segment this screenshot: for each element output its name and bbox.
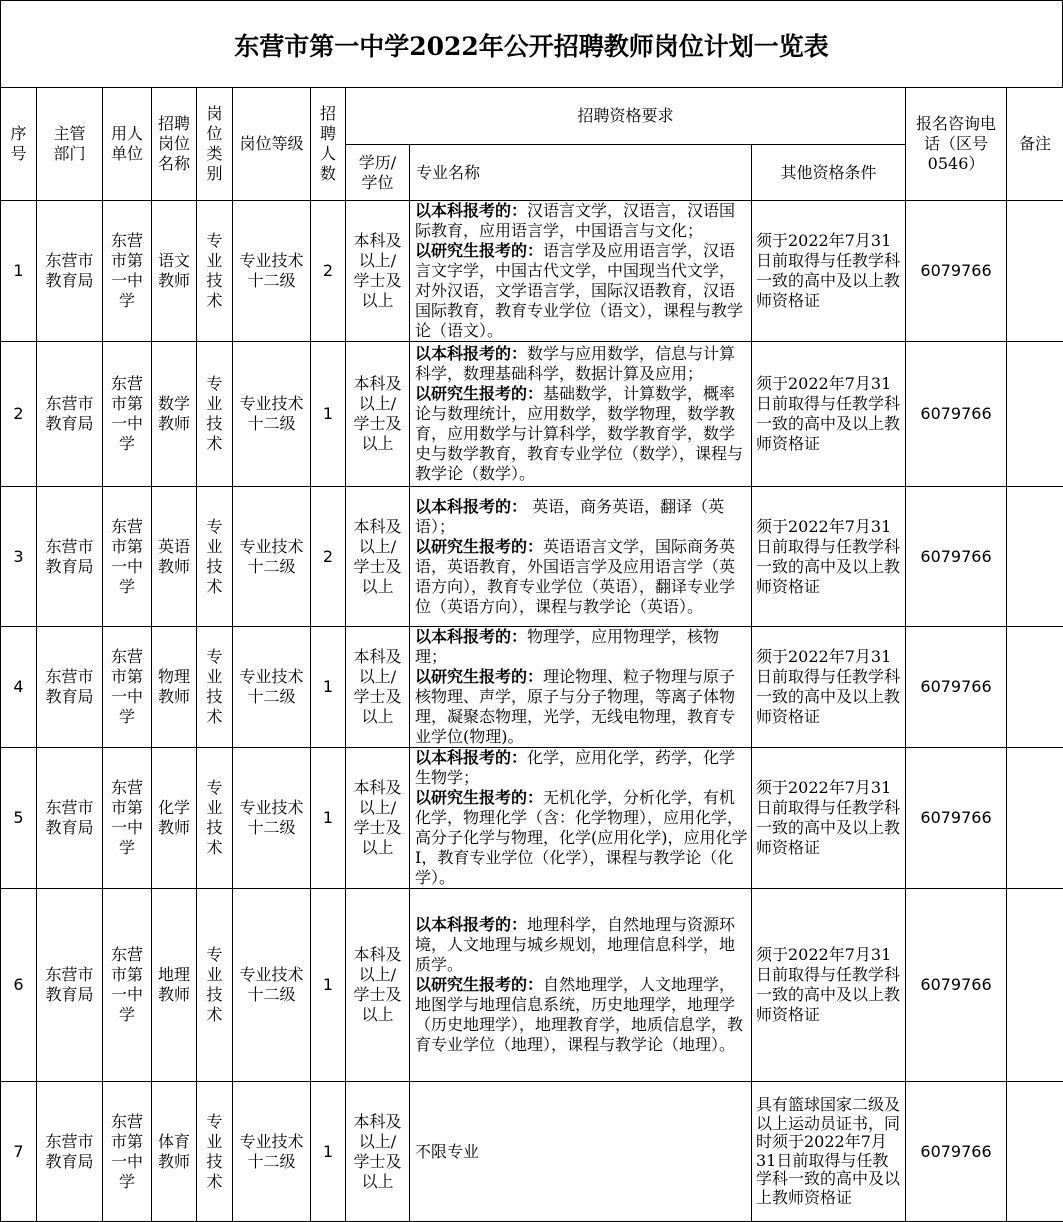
row-count: 1: [311, 627, 346, 748]
row-type: 专业技术: [197, 342, 233, 487]
row-seq: 7: [1, 1082, 37, 1222]
row-post: 物理教师: [152, 627, 197, 748]
row-major: [410, 342, 752, 487]
row-type: 专业技术: [197, 1082, 233, 1222]
header-other: 其他资格条件: [752, 145, 906, 201]
row-seq: 3: [1, 487, 37, 627]
table-row: [1, 342, 1063, 487]
header-row-1: [1, 88, 1063, 145]
row-major: [410, 201, 752, 342]
row-seq: 5: [1, 748, 37, 889]
ug-label: 以本科报考的：: [415, 497, 527, 516]
row-post: 英语教师: [152, 487, 197, 627]
row-level: 专业技术十二级: [233, 487, 311, 627]
row-post: 体育教师: [152, 1082, 197, 1222]
row-level: 专业技术十二级: [233, 201, 311, 342]
row-edu: 本科及以上/学士及以上: [346, 1082, 410, 1222]
row-count: 2: [311, 487, 346, 627]
pg-label: 以研究生报考的：: [415, 384, 543, 403]
pg-text: 理论物理、粒子物理与原子核物理、声学，原子与分子物理，等离子体物理，凝聚态物理，光学，无线电物理，教育专业学位(物理)。: [415, 667, 735, 746]
row-post: 地理教师: [152, 889, 197, 1082]
header-post-level: 岗位等级: [233, 88, 311, 201]
ug-text: 化学，应用化学，药学，化学生物学；: [415, 748, 735, 787]
row-count: 1: [311, 342, 346, 487]
row-note: [1007, 748, 1063, 889]
row-seq: 4: [1, 627, 37, 748]
row-major: [410, 487, 752, 627]
row-note: [1007, 487, 1063, 627]
row-phone: 6079766: [906, 201, 1007, 342]
ug-label: 以本科报考的：: [415, 748, 527, 767]
row-note: [1007, 1082, 1063, 1222]
row-other: 具有篮球国家二级及以上运动员证书，同时须于2022年7月31日前取得与任教学科一致的高中及以上教师资格证: [752, 1082, 906, 1222]
row-unit: 东营市第一中学: [103, 201, 152, 342]
pg-label: 以研究生报考的：: [415, 537, 543, 556]
row-note: [1007, 342, 1063, 487]
row-other: 须于2022年7月31日前取得与任教学科一致的高中及以上教师资格证: [752, 889, 906, 1082]
pg-text: 语言学及应用语言学，汉语言文字学，中国古代文学，中国现当代文学，对外汉语，文学语言学，国际汉语教育，汉语国际教育，教育专业学位（语文），课程与教学论（语文）。: [415, 241, 743, 340]
header-post-type: 岗位类别: [197, 88, 233, 201]
row-major: [410, 889, 752, 1082]
ug-text: 数学与应用数学，信息与计算科学，数理基础科学，数据计算及应用；: [415, 344, 735, 383]
row-dept: 东营市教育局: [37, 748, 103, 889]
row-count: 1: [311, 889, 346, 1082]
row-post: 语文教师: [152, 201, 197, 342]
ug-label: 以本科报考的：: [415, 627, 527, 646]
header-count: 招聘人数: [311, 88, 346, 201]
row-level: 专业技术十二级: [233, 342, 311, 487]
ug-text: 汉语言文学，汉语言，汉语国际教育，应用语言学，中国语言与文化；: [415, 201, 735, 240]
row-phone: 6079766: [906, 748, 1007, 889]
row-other: 须于2022年7月31日前取得与任教学科一致的高中及以上教师资格证: [752, 201, 906, 342]
row-edu: 本科及以上/学士及以上: [346, 487, 410, 627]
row-type: 专业技术: [197, 487, 233, 627]
row-edu: 本科及以上/学士及以上: [346, 342, 410, 487]
row-major: [410, 627, 752, 748]
row-count: 2: [311, 201, 346, 342]
row-phone: 6079766: [906, 627, 1007, 748]
row-count: 1: [311, 1082, 346, 1222]
pg-text: 英语语言文学，国际商务英语，英语教育，外国语言学及应用语言学（英语方向），教育专业学位（英语），翻译专业学位（英语方向），课程与教学论（英语）。: [415, 537, 735, 616]
table-row: [1, 201, 1063, 342]
row-major: [410, 748, 752, 889]
row-dept: 东营市教育局: [37, 487, 103, 627]
header-post-name: 招聘岗位名称: [152, 88, 197, 201]
row-type: 专业技术: [197, 748, 233, 889]
pg-label: 以研究生报考的：: [415, 975, 543, 994]
row-edu: 本科及以上/学士及以上: [346, 627, 410, 748]
table-row: [1, 487, 1063, 627]
row-type: 专业技术: [197, 889, 233, 1082]
header-seq: 序号: [1, 88, 37, 201]
ug-label: 以本科报考的：: [415, 344, 527, 363]
header-phone: 报名咨询电话（区号0546）: [906, 88, 1007, 201]
row-unit: 东营市第一中学: [103, 889, 152, 1082]
recruitment-table: [0, 87, 1063, 1222]
row-edu: 本科及以上/学士及以上: [346, 889, 410, 1082]
row-other: 须于2022年7月31日前取得与任教学科一致的高中及以上教师资格证: [752, 627, 906, 748]
row-other: 须于2022年7月31日前取得与任教学科一致的高中及以上教师资格证: [752, 487, 906, 627]
row-major: 不限专业: [410, 1082, 752, 1222]
table-row: [1, 748, 1063, 889]
row-unit: 东营市第一中学: [103, 1082, 152, 1222]
pg-text: 自然地理学，人文地理学，地图学与地理信息系统，历史地理学，地理学（历史地理学），地理教育学，地质信息学，教育专业学位（地理），课程与教学论（地理）。: [415, 975, 743, 1054]
row-dept: 东营市教育局: [37, 342, 103, 487]
pg-text: 无机化学，分析化学，有机化学，物理化学（含：化学物理），应用化学，高分子化学与物理，化学(应用化学)，应用化学Ⅰ，教育专业学位（化学），课程与教学论（化学）。: [415, 788, 748, 887]
pg-label: 以研究生报考的：: [415, 788, 543, 807]
row-level: 专业技术十二级: [233, 748, 311, 889]
row-dept: 东营市教育局: [37, 201, 103, 342]
row-level: 专业技术十二级: [233, 627, 311, 748]
row-count: 1: [311, 748, 346, 889]
row-phone: 6079766: [906, 889, 1007, 1082]
row-note: [1007, 201, 1063, 342]
header-requirements: 招聘资格要求: [346, 88, 906, 145]
row-note: [1007, 627, 1063, 748]
ug-text: 地理科学，自然地理与资源环境，人文地理与城乡规划，地理信息科学，地质学。: [415, 915, 735, 974]
header-unit: 用人单位: [103, 88, 152, 201]
table-row: [1, 889, 1063, 1082]
header-major: 专业名称: [410, 145, 752, 201]
ug-text: 英语，商务英语，翻译（英语）；: [415, 497, 724, 536]
row-unit: 东营市第一中学: [103, 342, 152, 487]
page-title: 东营市第一中学2022年公开招聘教师岗位计划一览表: [234, 27, 829, 63]
row-edu: 本科及以上/学士及以上: [346, 748, 410, 889]
row-dept: 东营市教育局: [37, 889, 103, 1082]
row-other: 须于2022年7月31日前取得与任教学科一致的高中及以上教师资格证: [752, 748, 906, 889]
row-level: 专业技术十二级: [233, 1082, 311, 1222]
header-education: 学历/学位: [346, 145, 410, 201]
row-seq: 2: [1, 342, 37, 487]
ug-label: 以本科报考的：: [415, 201, 527, 220]
row-unit: 东营市第一中学: [103, 627, 152, 748]
row-level: 专业技术十二级: [233, 889, 311, 1082]
ug-label: 以本科报考的：: [415, 915, 527, 934]
row-other: 须于2022年7月31日前取得与任教学科一致的高中及以上教师资格证: [752, 342, 906, 487]
table-row: [1, 627, 1063, 748]
row-phone: 6079766: [906, 487, 1007, 627]
pg-label: 以研究生报考的：: [415, 241, 543, 260]
row-unit: 东营市第一中学: [103, 487, 152, 627]
header-dept: 主管部门: [37, 88, 103, 201]
row-type: 专业技术: [197, 627, 233, 748]
row-note: [1007, 889, 1063, 1082]
row-phone: 6079766: [906, 1082, 1007, 1222]
pg-text: 基础数学，计算数学，概率论与数理统计，应用数学，数学物理，数学教育，应用数学与计算科学，数学教育学，数学史与数学教育，教育专业学位（数学），课程与教学论（数学）。: [415, 384, 743, 483]
row-unit: 东营市第一中学: [103, 748, 152, 889]
table-row: [1, 1082, 1063, 1222]
row-post: 化学教师: [152, 748, 197, 889]
row-phone: 6079766: [906, 342, 1007, 487]
row-dept: 东营市教育局: [37, 1082, 103, 1222]
row-seq: 6: [1, 889, 37, 1082]
header-note: 备注: [1007, 88, 1063, 201]
title-bar: [0, 0, 1063, 88]
ug-text: 物理学，应用物理学，核物理；: [415, 627, 719, 666]
row-seq: 1: [1, 201, 37, 342]
pg-label: 以研究生报考的：: [415, 667, 543, 686]
row-post: 数学教师: [152, 342, 197, 487]
row-dept: 东营市教育局: [37, 627, 103, 748]
row-edu: 本科及以上/学士及以上: [346, 201, 410, 342]
row-type: 专业技术: [197, 201, 233, 342]
